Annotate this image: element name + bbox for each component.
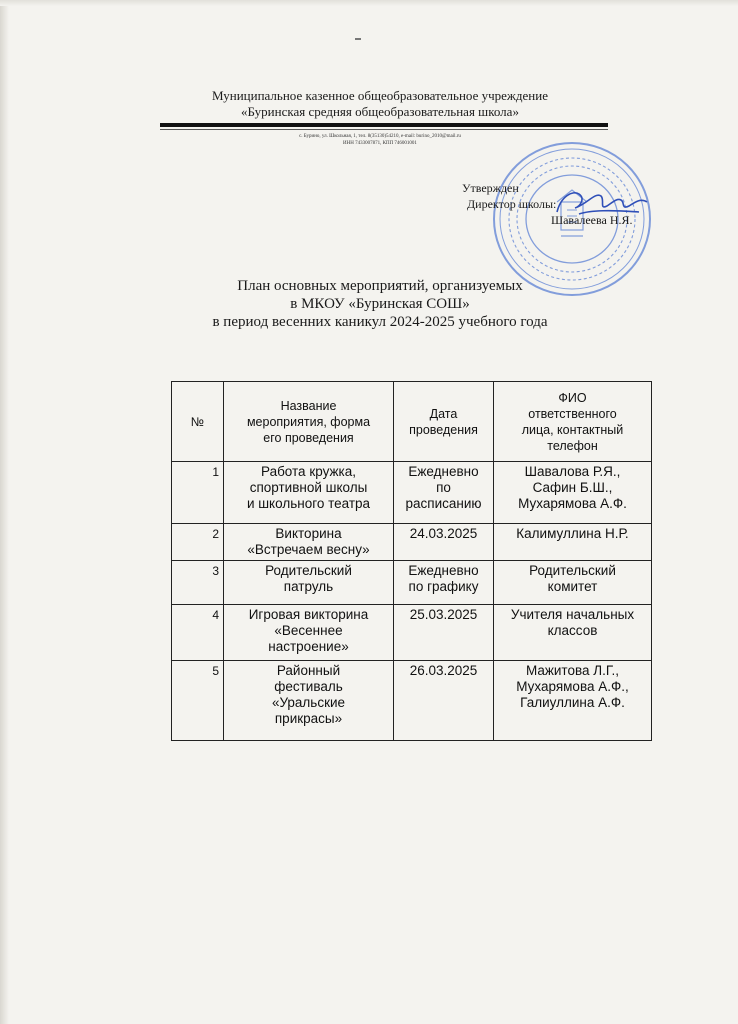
- cell-line: Викторина: [275, 526, 342, 541]
- cell-line: Родительский: [529, 563, 616, 578]
- cell-line: лица, контактный: [521, 422, 624, 437]
- cell-line: Мухарямова А.Ф.,: [516, 679, 629, 694]
- event-responsible: [494, 524, 652, 561]
- director-signature-icon: [557, 193, 647, 214]
- org-name-line1: Муниципальное казенное общеобразовательное учреждение: [212, 88, 548, 103]
- approval-director-name: Шавалеева Н.Я.: [551, 213, 633, 227]
- cell-line: Ежедневно: [408, 464, 479, 479]
- cell-line: №: [190, 414, 205, 429]
- approval-label: Утвержден: [462, 181, 519, 195]
- event-name: [224, 605, 394, 661]
- cell-line: ответственного: [528, 406, 617, 421]
- scan-edge-top: [0, 0, 738, 6]
- org-tax-ids: ИНН 7433007871, КПП 746001001: [343, 141, 417, 146]
- table-row: [172, 524, 652, 561]
- event-name: [224, 661, 394, 741]
- event-responsible: [494, 661, 652, 741]
- cell-line: Галиуллина А.Ф.: [520, 695, 625, 710]
- cell-line: 26.03.2025: [409, 663, 478, 678]
- cell-line: спортивной школы: [249, 480, 368, 495]
- row-number: 3: [172, 561, 224, 605]
- table-row: [172, 462, 652, 524]
- cell-line: по: [436, 480, 451, 495]
- cell-line: и школьного театра: [246, 496, 371, 511]
- document-title-line2: в МКОУ «Буринская СОШ»: [290, 296, 470, 312]
- cell-line: Районный: [276, 663, 341, 678]
- event-date: [394, 561, 494, 605]
- event-date: [394, 524, 494, 561]
- cell-line: Сафин Б.Ш.,: [532, 480, 613, 495]
- cell-line: телефон: [547, 438, 598, 453]
- cell-line: 25.03.2025: [409, 607, 478, 622]
- cell-line: Работа кружка,: [261, 464, 356, 479]
- header-event-name: [224, 382, 394, 462]
- events-table: [171, 381, 652, 741]
- event-responsible: [494, 561, 652, 605]
- document-title-line1: План основных мероприятий, организуемых: [237, 278, 523, 294]
- cell-line: настроение»: [268, 639, 349, 654]
- cell-line: по графику: [408, 579, 479, 594]
- cell-line: патруль: [283, 579, 334, 594]
- cell-line: расписанию: [405, 496, 482, 511]
- table-row: [172, 661, 652, 741]
- row-number: 2: [172, 524, 224, 561]
- event-responsible: [494, 462, 652, 524]
- row-number: 4: [172, 605, 224, 661]
- header-number: [172, 382, 224, 462]
- event-date: [394, 605, 494, 661]
- letterhead-rule-thick: [160, 123, 608, 127]
- header-responsible: [494, 382, 652, 462]
- cell-line: 24.03.2025: [409, 526, 478, 541]
- event-responsible: [494, 605, 652, 661]
- cell-line: Игровая викторина: [248, 607, 369, 622]
- cell-line: проведения: [409, 422, 478, 437]
- cell-line: Ежедневно: [408, 563, 479, 578]
- cell-line: «Весеннее: [274, 623, 343, 638]
- header-date: [394, 382, 494, 462]
- event-name: [224, 462, 394, 524]
- cell-line: комитет: [547, 579, 598, 594]
- cell-line: классов: [547, 623, 598, 638]
- org-name-line2: «Буринская средняя общеобразовательная школа»: [241, 104, 519, 119]
- table-row: [172, 561, 652, 605]
- scan-mark: [355, 38, 361, 40]
- cell-line: его проведения: [263, 430, 354, 445]
- event-name: [224, 561, 394, 605]
- approval-position: Директор школы:: [467, 197, 557, 211]
- cell-line: мероприятия, форма: [246, 414, 371, 429]
- cell-line: фестиваль: [274, 679, 343, 694]
- table-row: [172, 605, 652, 661]
- cell-line: «Встречаем весну»: [247, 542, 370, 557]
- org-address: с. Бурино, ул. Школьная, 1, тел. 8(35130)54210, e-mail: burino_2010@mail.ru: [299, 134, 461, 139]
- event-date: [394, 661, 494, 741]
- row-number: 1: [172, 462, 224, 524]
- cell-line: Калимуллина Н.Р.: [516, 526, 629, 541]
- event-name: [224, 524, 394, 561]
- cell-line: Учителя начальных: [510, 607, 635, 622]
- cell-line: ФИО: [558, 390, 587, 405]
- cell-line: Мухарямова А.Ф.: [518, 496, 627, 511]
- cell-line: Название: [280, 398, 337, 413]
- cell-line: «Уральские: [271, 695, 346, 710]
- cell-line: Шавалова Р.Я.,: [524, 464, 621, 479]
- document-title-line3: в период весенних каникул 2024-2025 учебного года: [212, 314, 548, 330]
- table-header-row: [172, 382, 652, 462]
- letterhead-rule-thin: [160, 129, 608, 130]
- cell-line: прикрасы»: [274, 711, 343, 726]
- event-date: [394, 462, 494, 524]
- cell-line: Дата: [429, 406, 458, 421]
- row-number: 5: [172, 661, 224, 741]
- cell-line: Родительский: [265, 563, 352, 578]
- cell-line: Мажитова Л.Г.,: [525, 663, 620, 678]
- scan-edge-left: [0, 0, 9, 1024]
